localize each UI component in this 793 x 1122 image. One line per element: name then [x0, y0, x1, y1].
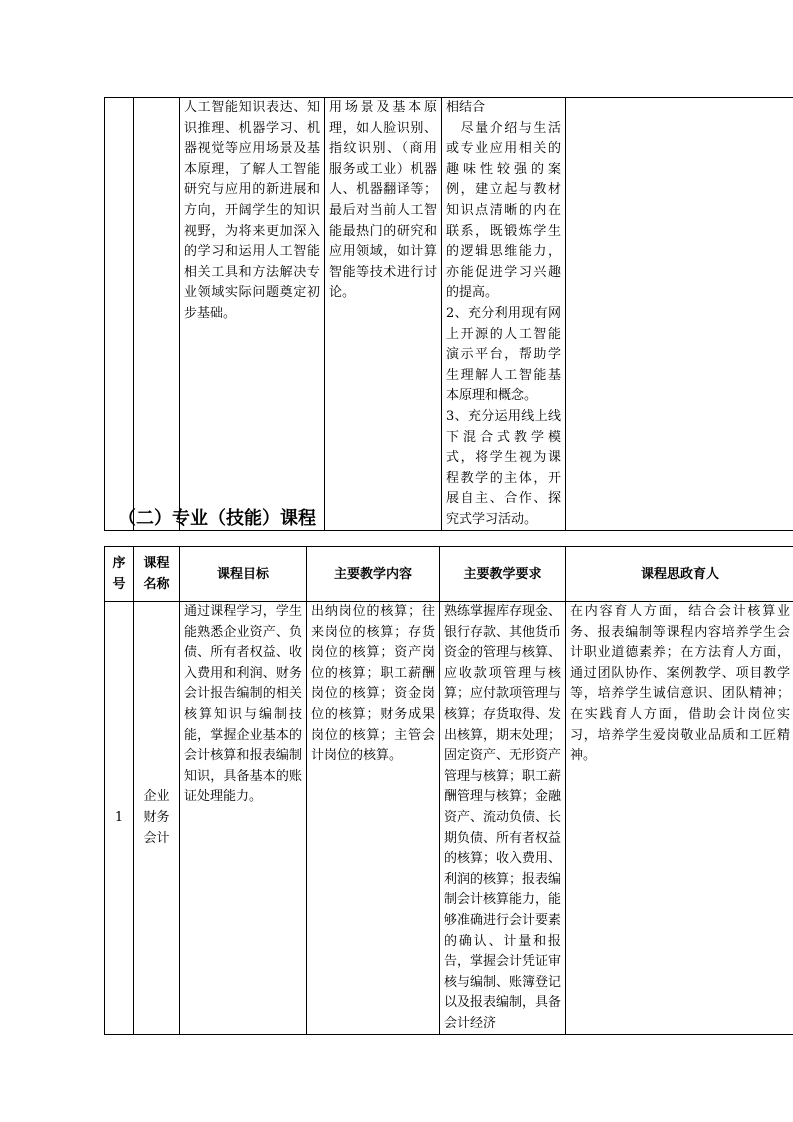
cell-course-goal: 通过课程学习，学生能熟悉企业资产、负债、所有者权益、收入费用和利润、财务会计报告编制的相关核算知识与编制技能，掌握企业基本的会计核算和报表编制知识，具备基本的账证处理能力。: [180, 602, 307, 1035]
header-num: 序 号: [105, 547, 134, 602]
header-teaching-content: 主要教学内容: [307, 547, 440, 602]
cell-ideology: [566, 98, 793, 531]
cell-num: 1: [105, 602, 134, 1035]
professional-course-table: [104, 546, 793, 1035]
header-course-name: 课程 名称: [134, 547, 180, 602]
header-teaching-requirement: 主要教学要求: [440, 547, 566, 602]
cell-course-goal: 人工智能知识表达、知识推理、机器学习、机器视觉等应用场景及基本原理，了解人工智能研究与应用的新进展和方向，开阔学生的知识视野，为将来更加深入的学习和运用人工智能相关工具和方法解决专业领域实际问题奠定初步基础。: [180, 98, 325, 531]
header-ideology: 课程思政育人: [566, 547, 793, 602]
cell-num: [105, 98, 134, 531]
cell-course-name: 企业 财务 会计: [134, 602, 180, 1035]
cell-ideology: 在内容育人方面，结合会计核算业务、报表编制等课程内容培养学生会计职业道德素养；在方法育人方面，通过团队协作、案例教学、项目教学等，培养学生诚信意识、团队精神；在实践育人方面，借助会计岗位实习，培养学生爱岗敬业品质和工匠精神。: [566, 602, 793, 1035]
table-row: [105, 98, 793, 531]
table-header-row: [105, 547, 793, 602]
header-course-goal: 课程目标: [180, 547, 307, 602]
section-title: （二）专业（技能）课程: [118, 508, 316, 529]
cell-teaching-content: 出纳岗位的核算；往来岗位的核算；存货岗位的核算；资产岗位的核算；职工薪酬岗位的核算；资金岗位的核算；财务成果岗位的核算；主管会计岗位的核算。: [307, 602, 440, 1035]
course-table-continued: [104, 97, 793, 531]
cell-course-name: [134, 98, 180, 531]
cell-teaching-content: 用场景及基本原理，如人脸识别、指纹识别、（商用服务或工业）机器人、机器翻译等；最后对当前人工智能最热门的研究和应用领域，如计算智能等技术进行讨论。: [325, 98, 442, 531]
cell-teaching-requirement: 熟练掌握库存现金、银行存款、其他货币资金的管理与核算、应收款项管理与核算；应付款项管理与核算；存货取得、发出核算，期末处理；固定资产、无形资产管理与核算；职工薪酬管理与核算；金融资产、流动负债、长期负债、所有者权益的核算；收入费用、利润的核算；报表编制会计核算能力，能够准确进行会计要素的确认、计量和报告，掌握会计凭证审核与编制、账簿登记以及报表编制，具备会计经济: [440, 602, 566, 1035]
table-row: [105, 602, 793, 1035]
cell-teaching-requirement: 相结合 尽量介绍与生活或专业应用相关的趣味性较强的案例，建立起与教材知识点清晰的内在联系，既锻炼学生的逻辑思维能力，亦能促进学习兴趣的提高。 2、充分利用现有网上开源的人工智能演示平台，帮助学生理解人工智能基本原理和概念。 3、充分运用线上线下混合式教学模式，将学生视为课程教学的主体，开展自主、合作、探究式学习活动。: [442, 98, 566, 531]
